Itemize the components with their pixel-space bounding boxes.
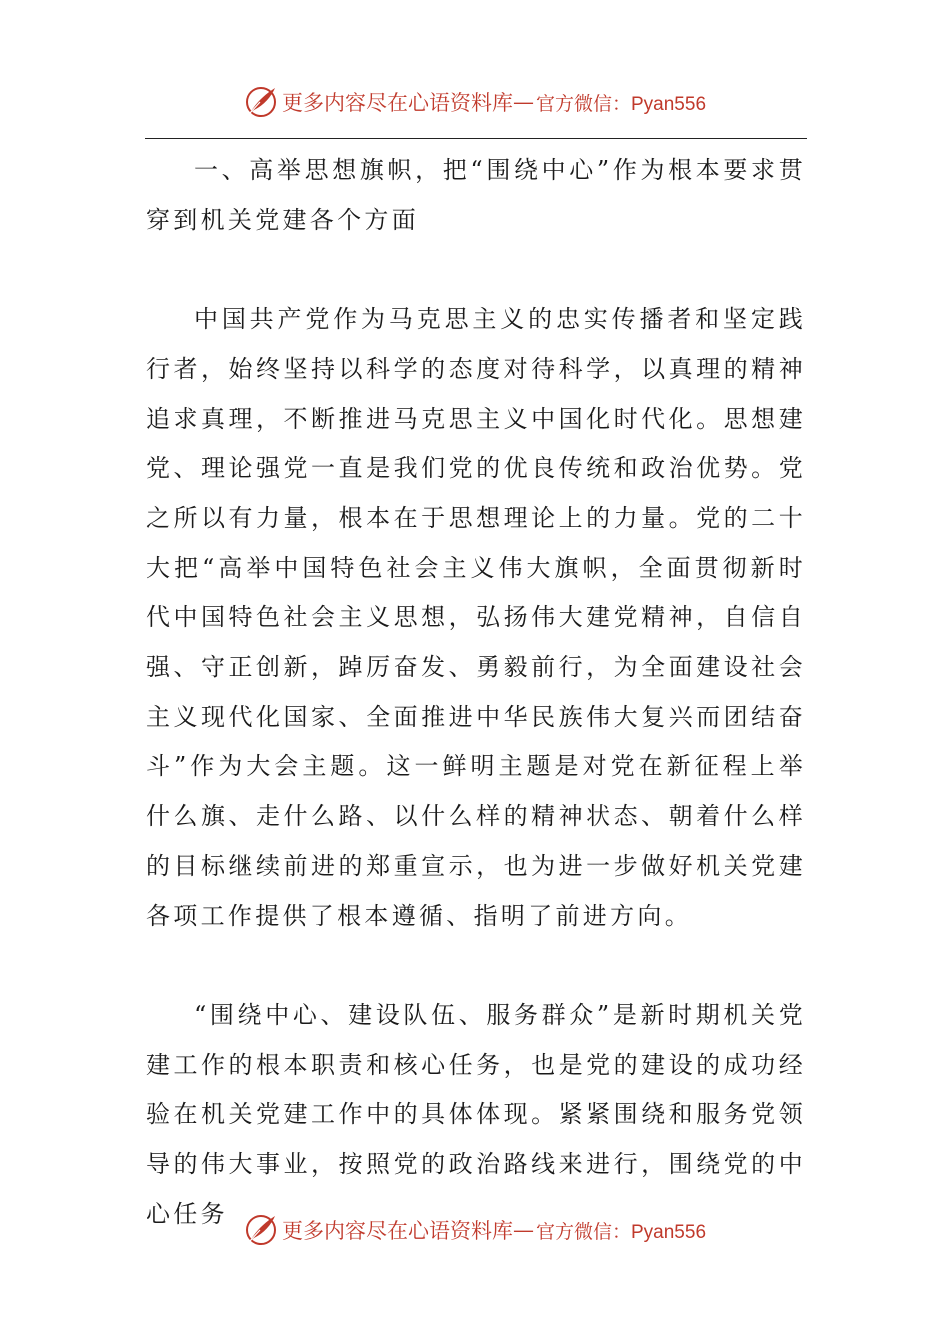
banner-separator: — <box>512 90 534 114</box>
banner-wechat <box>536 89 706 116</box>
quill-logo-icon <box>244 85 278 119</box>
body-paragraph: 中国共产党作为马克思主义的忠实传播者和坚定践行者，始终坚持以科学的态度对待科学，以真理的精神追求真理，不断推进马克思主义中国化时代化。思想建党、理论强党一直是我们党的优良传统和政治优势。党之所以有力量，根本在于思想理论上的力量。党的二十大把“高举中国特色社会主义伟大旗帜，全面贯彻新时代中国特色社会主义思想，弘扬伟大建党精神，自信自强、守正创新，踔厉奋发、勇毅前行，为全面建设社会主义现代化国家、全面推进中华民族伟大复兴而团结奋斗”作为大会主题。这一鲜明主题是对党在新征程上举什么旗、走什么路、以什么样的精神状态、朝着什么样的目标继续前进的郑重宣示，也为进一步做好机关党建各项工作提供了根本遵循、指明了前进方向。 <box>146 305 806 930</box>
banner-wechat <box>536 1217 706 1244</box>
banner-wechat-label: 官方微信： <box>535 1220 631 1243</box>
banner-wechat-id: Pyan556 <box>631 93 707 115</box>
banner-wechat-id: Pyan556 <box>631 1221 707 1243</box>
banner-separator: — <box>512 1218 534 1242</box>
footer-banner <box>0 1210 950 1250</box>
banner-site-name: 更多内容尽在心语资料库 <box>281 91 513 115</box>
document-body <box>146 146 806 1239</box>
banner-site-name: 更多内容尽在心语资料库 <box>281 1219 513 1243</box>
section-heading: 一、高举思想旗帜，把“围绕中心”作为根本要求贯穿到机关党建各个方面 <box>146 156 806 234</box>
body-paragraph: “围绕中心、建设队伍、服务群众”是新时期机关党建工作的根本职责和核心任务，也是党的建设的成功经验在机关党建工作中的具体体现。紧紧围绕和服务党领导的伟大事业，按照党的政治路线来进行，围绕党的中心任务 <box>146 1000 806 1228</box>
banner-wechat-label: 官方微信： <box>535 92 631 115</box>
header-banner <box>0 82 950 122</box>
header-divider <box>145 138 807 139</box>
quill-logo-icon <box>244 1213 278 1247</box>
